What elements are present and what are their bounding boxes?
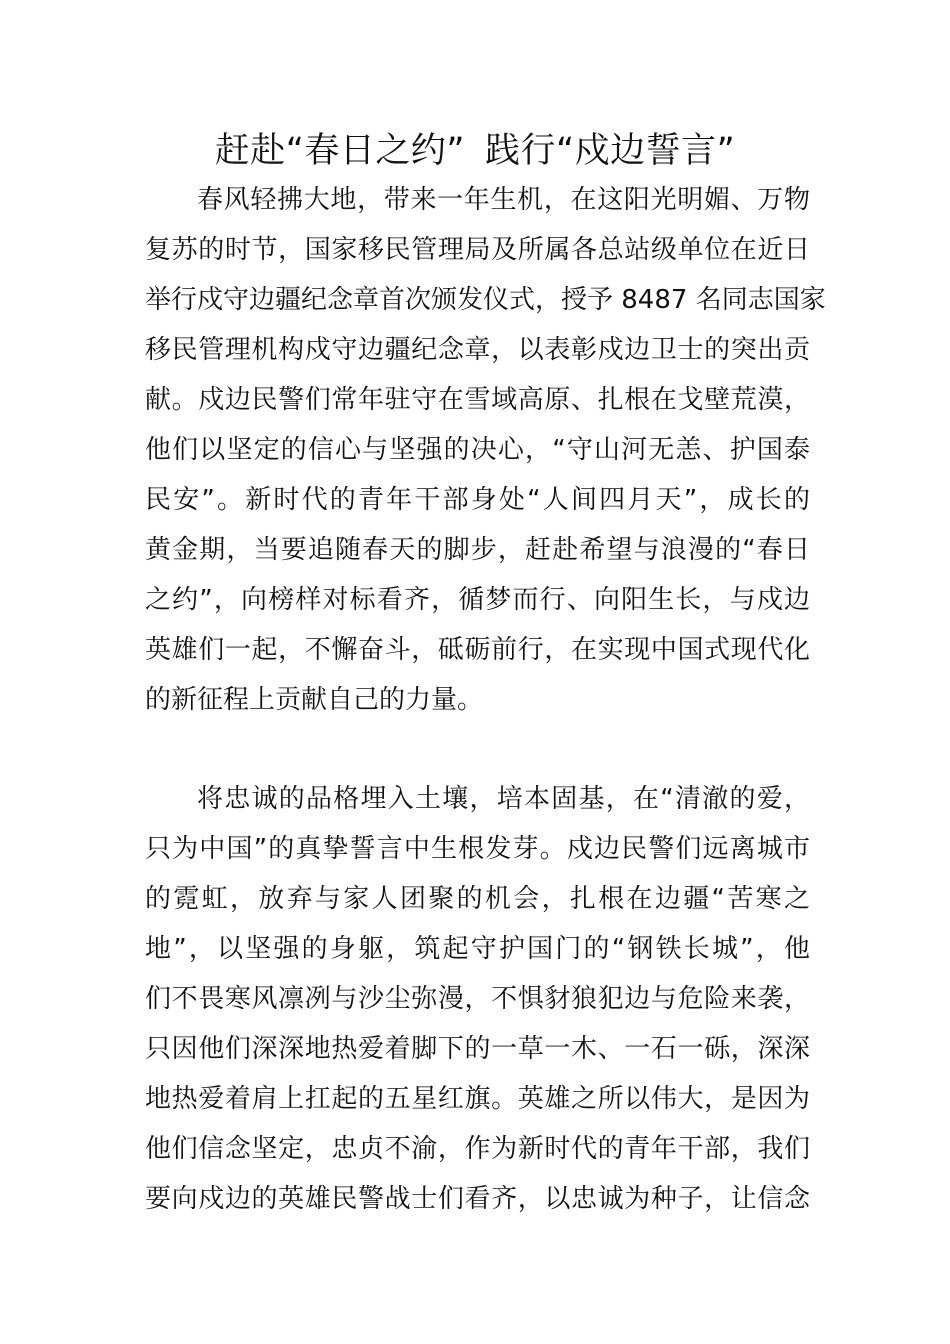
paragraph-1-line: 他们以坚定的信心与坚强的决心，“守山河无恙、护国泰 — [145, 435, 810, 465]
paragraph-1-line: 献。戍边民警们常年驻守在雪域高原、扎根在戈壁荒漠， — [145, 385, 810, 415]
paragraph-1-line: 民安”。新时代的青年干部身处“人间四月天”，成长的 — [145, 485, 810, 515]
paragraph-2-line: 只因他们深深地热爱着脚下的一草一木、一石一砾，深深 — [145, 1034, 810, 1064]
paragraph-1-line: 黄金期，当要追随春天的脚步，赶赴希望与浪漫的“春日 — [145, 535, 810, 565]
paragraph-1-line: 春风轻拂大地，带来一年生机，在这阳光明媚、万物 — [197, 185, 810, 215]
paragraph-1-line: 复苏的时节，国家移民管理局及所属各总站级单位在近日 — [145, 235, 810, 265]
paragraph-2-line: 地”，以坚强的身躯，筑起守护国门的“钢铁长城”，他 — [145, 934, 810, 964]
title-part-2: 践行“戍边誓言” — [485, 131, 736, 171]
paragraph-1-line: 之约”，向榜样对标看齐，循梦而行、向阳生长，与戍边 — [145, 585, 810, 615]
paragraph-2-line: 他们信念坚定，忠贞不渝，作为新时代的青年干部，我们 — [145, 1134, 810, 1164]
title-part-1: 赶赴“春日之约” — [214, 131, 465, 171]
document-title — [0, 126, 950, 176]
paragraph-1-line: 移民管理机构戍守边疆纪念章，以表彰戍边卫士的突出贡 — [145, 335, 810, 365]
paragraph-2-line: 将忠诚的品格埋入土壤，培本固基，在“清澈的爱， — [197, 784, 810, 814]
paragraph-1-line: 举行戍守边疆纪念章首次颁发仪式，授予 8487 名同志国家 — [145, 285, 826, 315]
paragraph-2-line: 的霓虹，放弃与家人团聚的机会，扎根在边疆“苦寒之 — [145, 884, 810, 914]
paragraph-2-line: 们不畏寒风凛冽与沙尘弥漫，不惧豺狼犯边与危险来袭， — [145, 984, 810, 1014]
paragraph-1-line: 英雄们一起，不懈奋斗，砥砺前行，在实现中国式现代化 — [145, 635, 810, 665]
paragraph-2-line: 只为中国”的真挚誓言中生根发芽。戍边民警们远离城市 — [145, 834, 810, 864]
paragraph-2-line: 要向戍边的英雄民警战士们看齐，以忠诚为种子，让信念 — [145, 1184, 810, 1214]
paragraph-2-line: 地热爱着肩上扛起的五星红旗。英雄之所以伟大，是因为 — [145, 1084, 810, 1114]
paragraph-1-line: 的新征程上贡献自己的力量。 — [145, 685, 484, 715]
